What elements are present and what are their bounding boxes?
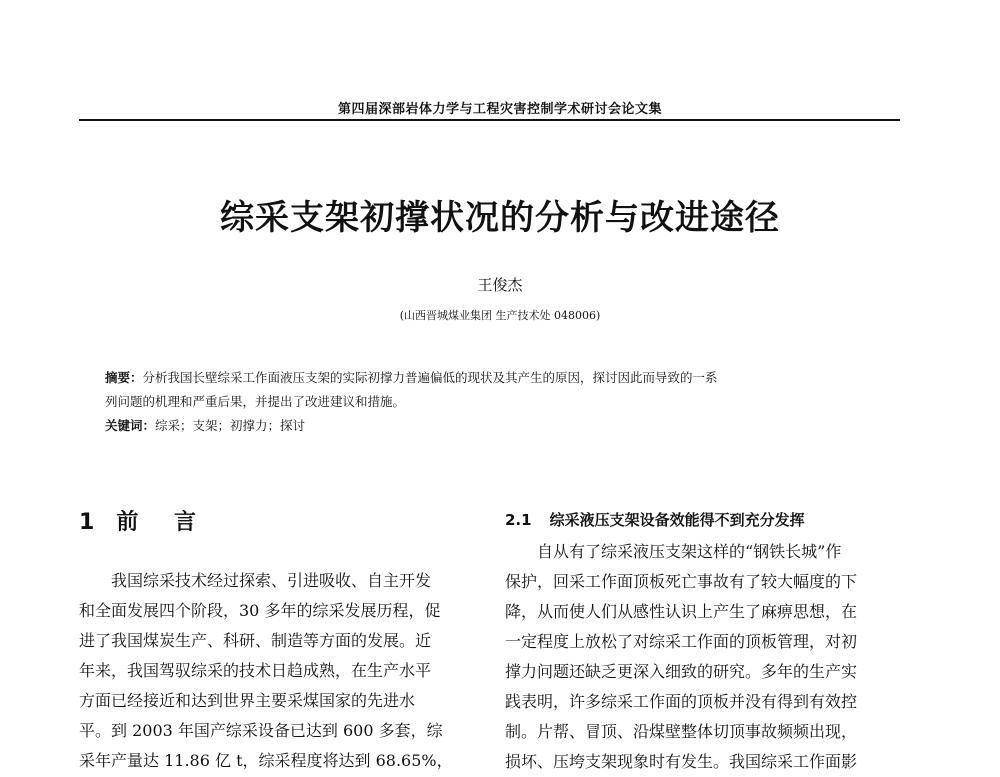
paragraph-line: 降，从而使人们从感性认识上产生了麻痹思想，在 (505, 602, 858, 621)
paragraph-line: 损坏、压垮支架现象时有发生。我国综采工作面影 (505, 752, 858, 771)
abstract-line-1 (105, 366, 895, 390)
affiliation: (山西晋城煤业集团 生产技术处 048006) (399, 309, 601, 322)
abstract-label: 摘要： (105, 370, 143, 385)
paragraph-line: 平。到 2003 年国产综采设备已达到 600 多套，综 (79, 721, 443, 740)
paragraph-line: 进了我国煤炭生产、科研、制造等方面的发展。近 (79, 631, 432, 650)
abstract-block (105, 366, 895, 438)
left-column (79, 566, 474, 776)
right-column (505, 537, 900, 777)
keywords-line (105, 414, 895, 438)
section-2-1-heading (505, 509, 805, 530)
abstract-line-2: 列问题的机理和严重后果，并提出了改进建议和措施。 (105, 394, 406, 409)
paragraph-line: 保护，回采工作面顶板死亡事故有了较大幅度的下 (505, 572, 858, 591)
paragraph-line: 制。片帮、冒顶、沿煤壁整体切顶事故频频出现， (505, 722, 858, 741)
paragraph-line: 践表明，许多综采工作面的顶板并没有得到有效控 (505, 692, 858, 711)
paragraph-line: 撑力问题还缺乏更深入细致的研究。多年的生产实 (505, 662, 858, 681)
section-1-title: 前 言 (116, 510, 210, 535)
paragraph-line: 自从有了综采液压支架这样的“钢铁长城”作 (537, 542, 842, 561)
section-2-1-title: 综采液压支架设备效能得不到充分发挥 (549, 511, 805, 529)
paper-title: 综采支架初撑状况的分析与改进途径 (220, 198, 780, 238)
abstract-text-1: 分析我国长壁综采工作面液压支架的实际初撑力普遍偏低的现状及其产生的原因，探讨因此而导致的一系 (142, 370, 718, 385)
paragraph-line: 年来，我国驾驭综采的技术日趋成熟，在生产水平 (79, 661, 432, 680)
paragraph-line: 一定程度上放松了对综采工作面的顶板管理，对初 (505, 632, 858, 651)
section-1-heading (79, 505, 210, 536)
keywords-text: 综采；支架；初撑力；探讨 (155, 418, 306, 433)
paragraph-line: 方面已经接近和达到世界主要采煤国家的先进水 (79, 691, 416, 710)
author: 王俊杰 (477, 276, 523, 294)
section-2-1-number: 2.1 (505, 511, 532, 529)
paragraph-line: 和全面发展四个阶段，30 多年的综采发展历程，促 (79, 601, 441, 620)
section-1-number: 1 (79, 510, 95, 535)
header-rule (79, 119, 900, 121)
paragraph-line: 我国综采技术经过探索、引进吸收、自主开发 (111, 571, 432, 590)
running-head: 第四届深部岩体力学与工程灾害控制学术研讨会论文集 (337, 102, 662, 117)
paragraph-line: 采年产量达 11.86 亿 t，综采程度将达到 68.65%， (79, 751, 453, 770)
keywords-label: 关键词： (105, 418, 156, 433)
